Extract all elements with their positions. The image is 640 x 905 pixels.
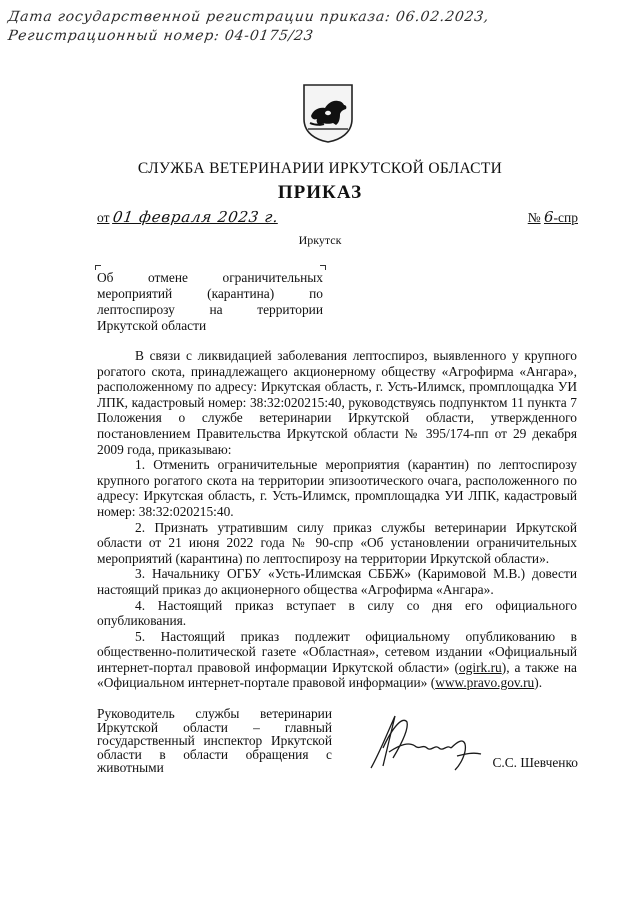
number-suffix: -спр [553,210,578,225]
order-subject: Об отмене ограничительных мероприятий (карантина) по лептоспирозу на территории Иркутской области [97,270,323,333]
item-5-text-c: ). [534,675,543,691]
item-5-text-a: 5. Настоящий приказ подлежит официальному опубликованию в общественно-политической газете «Областная», сетевом издании «Официальный интернет-портал правовой информации Иркутской области» ( [97,628,577,675]
registration-date-handwritten: Дата государственной регистрации приказа: 06.02.2023, [6,9,491,25]
order-number [528,208,578,226]
body-item-2: 2. Признать утратившим силу приказ службы ветеринарии Иркутской области от 21 июня 2022 года № 90-спр «Об установлении ограничительных мероприятий (карантина) по лептоспирозу на территории Иркутской области». [97,519,577,566]
body-item-3: 3. Начальнику ОГБУ «Усть-Илимская СББЖ» (Каримовой М.В.) довести настоящий приказ до акционерного общества «Агрофирма «Ангара». [97,566,577,597]
signatory-name: С.С. Шевченко [492,755,578,770]
number-handwritten: 6 [543,208,554,226]
body-item-1: 1. Отменить ограничительные мероприятия (карантин) по лептоспирозу крупного рогатого скота на территории эпизоотического очага, расположенного по адресу: Иркутская область, г. Усть-Илимск, промплощадка УИ ЛПК, кадастровый номер: 38:32:020215:40. [97,457,577,519]
ogirk-link[interactable]: ogirk.ru [458,659,502,675]
date-handwritten: 01 февраля 2023 г. [111,208,280,226]
document-type: ПРИКАЗ [277,182,363,203]
pravo-link[interactable]: www.pravo.gov.ru [435,675,535,691]
order-body [97,348,577,691]
coat-of-arms-icon [302,83,354,143]
body-intro: В связи с ликвидацией заболевания лептоспироз, выявленного у крупного рогатого скота, принадлежащего акционерному обществу «Агрофирма «Ангара», расположенному по адресу: Иркутская область, г. Усть-Илимск, промплощадка УИ ЛПК, кадастровый номер: 38:32:020215:40, руководствуясь подпунктом 11 пункта 7 Положения о службе ветеринарии Иркутской области, утвержденного постановлением Правительства Иркутской области № 395/174-пп от 29 декабря 2009 года, приказываю: [97,348,577,457]
city: Иркутск [298,233,342,247]
body-item-5 [97,629,577,691]
date-prefix: от [97,210,110,225]
signatory-position: Руководитель службы ветеринарии Иркутской области – главный государственный инспектор Иркутской области в области обращения с животными [97,706,332,775]
organization-name: СЛУЖБА ВЕТЕРИНАРИИ ИРКУТСКОЙ ОБЛАСТИ [137,160,503,177]
handwritten-signature [365,708,485,772]
registration-number-handwritten: Регистрационный номер: 04-0175/23 [6,28,315,44]
item-5-text-b: ), а также на «Официальном интернет-портале правовой информации» ( [97,659,577,691]
number-prefix: № [527,210,541,225]
body-item-4: 4. Настоящий приказ вступает в силу со дня его официального опубликования. [97,597,577,629]
order-date [97,208,279,226]
